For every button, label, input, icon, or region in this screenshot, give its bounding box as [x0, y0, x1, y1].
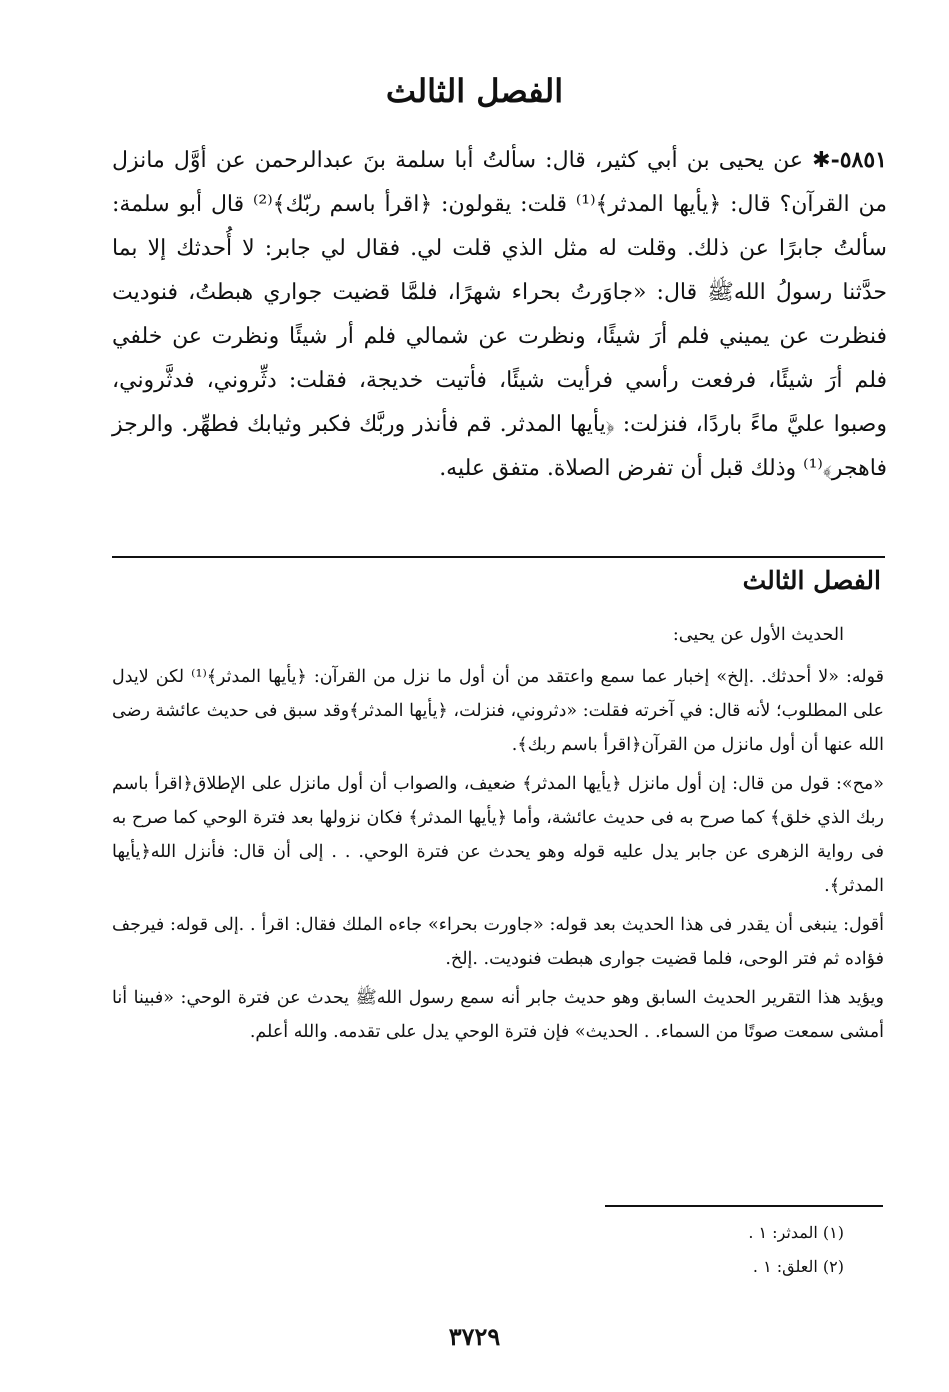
hadith-block: [112, 138, 887, 491]
footnote: (١) المدثر: ١ .: [748, 1223, 844, 1242]
page-number: ٣٧٢٩: [448, 1322, 501, 1351]
commentary-paragraph: قوله: «لا أحدثك. .إلخ» إخبار عما سمع واعتقد من أن أول ما نزل من القرآن: ﴿يأيها المدثر﴾⁽¹⁾ لكن لايدل على المطلوب؛ لأنه قال: في آخرته فقلت: «دثروني، فنزلت، ﴿يأيها المدثر﴾وقد سبق فى حديث عائشة رضى الله عنها أن أول مانزل من القرآن﴿اقرأ باسم ربك﴾.: [112, 667, 884, 755]
section-divider: [112, 556, 885, 558]
commentary-intro: الحديث الأول عن يحيى:: [672, 625, 844, 645]
footnote-divider: [605, 1205, 883, 1207]
commentary-paragraph: ويؤيد هذا التقرير الحديث السابق وهو حديث جابر أنه سمع رسول اللهﷺ يحدث عن فترة الوحي: «فبينا أنا أمشى سمعت صوتًا من السماء. . الحديث» فإن فترة الوحي يدل على تقدمه. والله أعلم.: [112, 988, 884, 1042]
chapter-title: الفصل الثالث: [385, 72, 564, 110]
commentary-title: الفصل الثالث: [742, 566, 881, 595]
hadith-paragraph: [112, 138, 887, 491]
commentary-block: [112, 618, 884, 1054]
hadith-text: ✱ عن يحيى بن أبي كثير، قال: سألتُ أبا سلمة بنَ عبدالرحمن عن أوَّل مانزل من القرآن؟ قال: ﴿يأيها المدثر﴾⁽¹⁾ قلت: يقولون: ﴿اقرأ باسم ربّك﴾⁽²⁾ قال أبو سلمة: سألتُ جابرًا عن ذلك. وقلت له مثل الذي قلت لي. فقال لي جابر: لا أُحدثك إلا بما حدَّثنا رسولُ اللهﷺ قال: «جاوَرتُ بحراء شهرًا، فلمَّا قضيت جواري هبطتُ، فنوديت فنظرت عن يميني فلم أرَ شيئًا، ونظرت عن شمالي فلم أر شيئًا ونظرت عن خلفي فلم أرَ شيئًا، فرفعت رأسي فرأيت شيئًا، فأتيت خديجة، فقلت: دثِّروني، فدثَّروني، وصبوا عليَّ ماءً باردًا، فنزلت: ﴿يأيها المدثر. قم فأنذر وربَّك فكبر وثيابك فطهِّر. والرجز فاهجر﴾⁽¹⁾ وذلك قبل أن تفرض الصلاة. متفق عليه.: [112, 148, 887, 481]
commentary-paragraph: أقول: ينبغى أن يقدر فى هذا الحديث بعد قوله: «جاورت بحراء» جاءه الملك فقال: اقرأ . .إلى قوله: فيرجف فؤاده ثم فتر الوحى، فلما قضيت جوارى هبطت فنوديت. .إلخ.: [112, 915, 884, 969]
hadith-number: ٥٨٥١-: [830, 147, 887, 173]
commentary-paragraph: «مح»: قول من قال: إن أول مانزل ﴿يأيها المدثر﴾ ضعيف، والصواب أن أول مانزل على الإطلاق﴿اقرأ باسم ربك الذي خلق﴾ كما صرح به فى حديث عائشة، وأما ﴿يأيها المدثر﴾ فكان نزولها بعد فترة الوحي كما صرح به فى رواية الزهرى عن جابر يدل عليه قوله وهو يحدث عن فترة الوحي. . . إلى أن قال: فأنزل الله﴿يأيها المدثر﴾.: [112, 774, 884, 896]
footnotes: [112, 1216, 884, 1284]
footnote: (٢) العلق: ١ .: [752, 1257, 844, 1276]
